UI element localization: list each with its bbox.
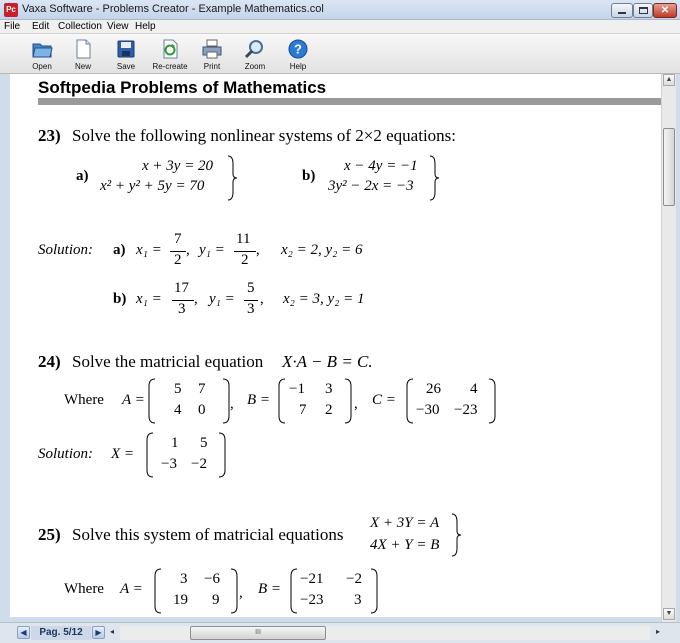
p24-where: Where bbox=[64, 392, 104, 408]
p23-sol-a-y1: y₁ = bbox=[199, 242, 225, 258]
close-icon: ✕ bbox=[660, 5, 670, 16]
print-button[interactable]: Print bbox=[192, 36, 232, 72]
problem-24-text: Solve the matricial equation bbox=[72, 352, 264, 371]
save-button[interactable]: Save bbox=[106, 36, 146, 72]
p23-sol-b-y1-den: 3 bbox=[247, 301, 255, 317]
title-bar bbox=[0, 0, 680, 20]
comma: , bbox=[239, 585, 243, 601]
open-folder-icon bbox=[31, 38, 53, 60]
p25-brace bbox=[450, 512, 462, 558]
problem-23-text: Solve the following nonlinear systems of 2×2 equations: bbox=[72, 126, 457, 145]
comma: , bbox=[354, 396, 358, 412]
comma: , bbox=[256, 242, 260, 258]
p25-where: Where bbox=[64, 581, 104, 597]
comma: , bbox=[194, 291, 198, 307]
recreate-button[interactable]: Re-create bbox=[150, 36, 190, 72]
window-title: Vaxa Software - Problems Creator - Example Mathematics.col bbox=[22, 3, 324, 15]
p23-solution-label: Solution: bbox=[38, 242, 93, 258]
problem-25-number: 25) bbox=[38, 525, 61, 544]
recreate-icon bbox=[159, 38, 181, 60]
magnifier-icon bbox=[244, 38, 266, 60]
help-icon bbox=[287, 38, 309, 60]
menu-help[interactable]: Help bbox=[135, 21, 156, 32]
minimize-button[interactable] bbox=[611, 3, 633, 18]
comma: , bbox=[186, 242, 190, 258]
p25-eq2: 4X + Y = B bbox=[370, 537, 440, 553]
p23-sol-a-x1-num: 7 bbox=[174, 231, 182, 247]
maximize-icon bbox=[639, 7, 648, 14]
p23-b-eq2: 3y² − 2x = −3 bbox=[328, 178, 414, 194]
p23-b-brace bbox=[428, 154, 440, 202]
problem-24-number: 24) bbox=[38, 352, 61, 371]
p23-sol-a-y1-num: 11 bbox=[236, 231, 251, 247]
maximize-button[interactable] bbox=[633, 3, 653, 18]
p23-b-eq1: x − 4y = −1 bbox=[344, 158, 418, 174]
p23-sol-a-label: a) bbox=[113, 242, 126, 258]
p23-a-eq2: x² + y² + 5y = 70 bbox=[100, 178, 205, 194]
scroll-left-arrow-icon[interactable]: ◂ bbox=[110, 627, 115, 636]
matrix-B: −1 3 7 2 bbox=[278, 378, 352, 424]
p23-a-brace bbox=[226, 154, 238, 202]
problem-25-text: Solve this system of matricial equations bbox=[72, 525, 344, 544]
save-disk-icon bbox=[115, 38, 137, 60]
p23-sol-b-y1: y₁ = bbox=[209, 291, 235, 307]
problem-24-equation: X·A − B = C. bbox=[282, 352, 373, 371]
menu-file[interactable]: File bbox=[4, 21, 21, 32]
minimize-icon bbox=[618, 12, 626, 14]
open-button[interactable]: Open bbox=[22, 36, 62, 72]
help-button[interactable]: ? Help bbox=[278, 36, 318, 72]
status-bar bbox=[0, 622, 680, 643]
comma: , bbox=[260, 291, 264, 307]
vertical-scrollbar[interactable] bbox=[661, 74, 676, 622]
matrix-C: 26 4 −30 −23 bbox=[406, 378, 496, 424]
svg-text:?: ? bbox=[294, 41, 302, 57]
p23-sol-a-x1: x₁ = bbox=[136, 242, 162, 258]
p23-sol-b-x1: x₁ = bbox=[136, 291, 162, 307]
p24-solution-label: Solution: bbox=[38, 446, 93, 462]
matrix-X: 1 5 −3 −2 bbox=[146, 432, 226, 478]
app-icon: Pc bbox=[4, 3, 18, 17]
p23-sol-b-y1-num: 5 bbox=[247, 280, 255, 296]
menu-edit[interactable]: Edit bbox=[32, 21, 50, 32]
p23-sol-b-rest: x₂ = 3, y₂ = 1 bbox=[283, 291, 365, 307]
close-button[interactable] bbox=[653, 3, 677, 18]
matrix-B-p25: −21 −2 −23 3 bbox=[290, 568, 378, 614]
scroll-right-arrow-icon[interactable]: ▸ bbox=[656, 627, 661, 636]
p23-sol-b-label: b) bbox=[113, 291, 127, 307]
matrix-A-p25: 3 −6 19 9 bbox=[154, 568, 238, 614]
matrix-A: 5 7 4 0 bbox=[148, 378, 230, 424]
scroll-down-arrow-icon[interactable]: ▼ bbox=[663, 608, 675, 620]
p23-sol-b-x1-den: 3 bbox=[178, 301, 186, 317]
page-indicator: Pag. 5/12 bbox=[31, 626, 91, 640]
new-document-icon bbox=[72, 38, 94, 60]
p23-sol-a-x1-den: 2 bbox=[174, 252, 182, 268]
vertical-scroll-thumb[interactable] bbox=[663, 128, 675, 206]
p23-a-label: a) bbox=[76, 168, 89, 184]
p23-sol-a-y1-den: 2 bbox=[241, 252, 249, 268]
p25-A-label: A = bbox=[120, 581, 143, 597]
p23-b-label: b) bbox=[302, 168, 316, 184]
menu-collection[interactable]: Collection bbox=[58, 21, 102, 32]
previous-page-button[interactable]: ◀ bbox=[17, 626, 30, 639]
new-button[interactable]: New bbox=[63, 36, 103, 72]
menu-bar bbox=[0, 20, 680, 34]
zoom-button[interactable]: Zoom bbox=[235, 36, 275, 72]
p25-B-label: B = bbox=[258, 581, 282, 597]
comma: , bbox=[230, 396, 234, 412]
p24-C-label: C = bbox=[372, 392, 396, 408]
printer-icon bbox=[201, 38, 223, 60]
p24-X-label: X = bbox=[111, 446, 135, 462]
p23-sol-b-x1-num: 17 bbox=[174, 280, 189, 296]
p24-A-label: A = bbox=[122, 392, 145, 408]
p23-a-eq1: x + 3y = 20 bbox=[142, 158, 214, 174]
horizontal-scroll-thumb[interactable]: III bbox=[190, 626, 326, 640]
p24-B-label: B = bbox=[247, 392, 271, 408]
scroll-up-arrow-icon[interactable]: ▲ bbox=[663, 74, 675, 86]
p23-sol-a-rest: x₂ = 2, y₂ = 6 bbox=[281, 242, 363, 258]
problem-23-number: 23) bbox=[38, 126, 61, 145]
next-page-button[interactable]: ▶ bbox=[92, 626, 105, 639]
toolbar bbox=[0, 34, 680, 74]
title-underline bbox=[38, 98, 661, 105]
p25-eq1: X + 3Y = A bbox=[370, 515, 440, 531]
document-title: Softpedia Problems of Mathematics bbox=[38, 78, 327, 97]
menu-view[interactable]: View bbox=[107, 21, 129, 32]
document-page bbox=[10, 74, 661, 617]
